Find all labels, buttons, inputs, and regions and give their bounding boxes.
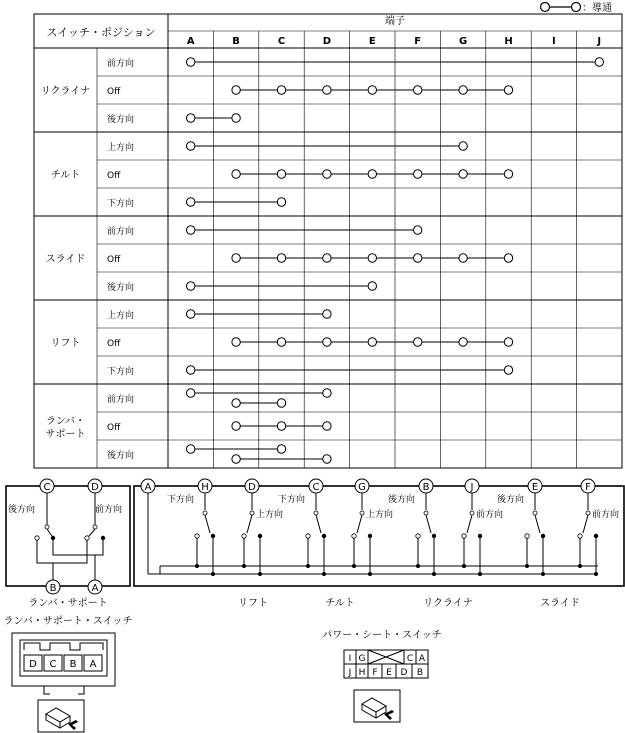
position-label: Off [107,255,121,265]
switch-contact [432,534,436,538]
terminal-header-h: H [504,36,513,47]
terminal-label: B [422,482,430,493]
continuity-table [34,14,622,468]
wire [53,540,103,555]
position-label: 前方向 [107,395,135,405]
switch-contact [35,536,39,540]
switch-contact [306,534,310,538]
switch-pivot [470,511,474,515]
terminal-header-b: B [232,36,240,47]
wire-junction [242,564,246,568]
switch-contact [258,534,262,538]
switch-contact [416,534,420,538]
connector-pin-label: J [348,668,352,678]
continuity-dot [187,366,195,374]
continuity-dot [414,338,422,346]
position-label: Off [107,171,121,181]
switch-pivot [533,511,537,515]
continuity-dot [414,254,422,262]
switch-pivot [93,525,97,529]
connector-tab [78,686,84,694]
continuity-dot [232,338,240,346]
position-label: 上方向 [107,311,135,321]
switch-contact [478,534,482,538]
wire-junction [352,564,356,568]
connector-pin-label: F [372,668,378,678]
continuity-dot [323,254,331,262]
wire-junction [432,572,436,576]
switch-contact [51,536,55,540]
connector-pin-label: A [89,659,97,670]
lumbar-connector-view-icon-shape [46,708,70,728]
continuity-dot [277,338,285,346]
switch-contact [578,534,582,538]
continuity-dot [187,58,195,66]
header-switch-position: スイッチ・ポジション [46,26,156,39]
direction-label: 前方向 [592,510,620,520]
continuity-dot [187,445,195,453]
connector-pin-label: B [69,659,77,670]
terminal-header-j: J [597,36,602,47]
terminal-label: D [91,482,99,493]
continuity-dot [277,254,285,262]
connector-pin-label: D [29,659,37,670]
wire-junction [195,564,199,568]
position-label: Off [107,87,121,97]
continuity-dot [232,254,240,262]
group-name: チルト [50,170,81,181]
terminal-label: H [201,482,209,493]
switch-caption: チルト [325,598,355,609]
group-name: リクライナ [40,86,91,97]
continuity-dot [323,338,331,346]
switch-pivot [45,525,49,529]
continuity-dot [277,198,285,206]
terminal-header-f: F [414,36,422,47]
direction-label: 下方向 [167,495,195,505]
continuity-dot [277,422,285,430]
group-name: サポート [45,429,86,440]
switch-blade [247,515,252,533]
switch-pivot [586,511,590,515]
switch-contact [525,534,529,538]
group-name: ランバ・ [45,416,86,427]
lumbar-caption: ランバ・サポート [28,598,108,609]
connector-pin-label: H [358,668,366,678]
terminal-label: G [358,482,366,493]
continuity-dot [187,282,195,290]
wire-junction [525,564,529,568]
terminal-header-g: G [458,36,468,47]
direction-label: 下方向 [278,495,306,505]
continuity-dot [459,338,467,346]
continuity-dot [323,170,331,178]
continuity-dot [504,86,512,94]
switch-blade [583,515,588,533]
terminal-label: C [312,482,320,493]
direction-label: 後方向 [8,505,36,515]
terminal-label: A [91,583,99,594]
terminal-label: J [470,482,474,493]
continuity-dot [504,366,512,374]
switch-contact [195,534,199,538]
switch-blade [47,529,52,536]
continuity-dot [323,422,331,430]
connector-pin-label: C [406,654,414,664]
connector-tab [44,686,50,694]
connector-pin-label: G [358,654,366,664]
continuity-dot [504,254,512,262]
direction-label: 前方向 [95,505,123,515]
position-label: 前方向 [107,227,135,237]
power-connector-view-icon-shape [362,698,386,718]
connector-pin-label: B [416,668,424,678]
direction-label: 後方向 [388,495,416,505]
group-name: スライド [45,254,86,265]
position-label: 上方向 [107,143,135,153]
lumbar-switch-title: ランバ・サポート・スイッチ [3,616,133,627]
switch-pivot [250,511,254,515]
terminal-header-d: D [322,36,332,47]
direction-label: 前方向 [476,510,504,520]
connector-key [24,643,103,650]
continuity-dot [595,58,603,66]
wire-junction [594,572,598,576]
continuity-dot [187,310,195,318]
continuity-dot [187,114,195,122]
continuity-dot [323,86,331,94]
group-name: リフト [50,338,81,349]
continuity-dot [323,389,331,397]
continuity-dot [232,170,240,178]
terminal-label: F [585,482,591,493]
wire-junction [211,572,215,576]
switch-blade [357,515,362,533]
switch-pivot [424,511,428,515]
switch-contact [85,536,89,540]
connector-pin-label: E [386,668,392,678]
continuity-dot [232,86,240,94]
continuity-dot [414,170,422,178]
continuity-dot [504,338,512,346]
switch-contact [594,534,598,538]
terminal-label: B [49,583,57,594]
switch-circuit-diagram [6,479,624,609]
continuity-dot [232,455,240,463]
wire-junction [478,572,482,576]
position-label: Off [107,339,121,349]
continuity-dot [187,142,195,150]
switch-contact [211,534,215,538]
connector-pin-label: D [400,668,408,678]
wire-junction [541,572,545,576]
terminal-header-a: A [186,36,195,47]
legend-text: ：導通 [582,3,612,14]
continuity-dot [277,170,285,178]
continuity-dot [232,399,240,407]
position-label: 後方向 [107,451,135,461]
position-label: 前方向 [107,59,135,69]
switch-contact [101,536,105,540]
continuity-dot [459,254,467,262]
continuity-dot [232,422,240,430]
wire-junction [322,572,326,576]
switch-blade [467,515,472,533]
switch-contact [352,534,356,538]
continuity-dot [323,455,331,463]
switch-pivot [360,511,364,515]
continuity-dot [187,389,195,397]
connector-pin-label: C [49,659,57,670]
position-label: 後方向 [107,283,135,293]
continuity-dot [368,254,376,262]
switch-contact [541,534,545,538]
wire [37,540,87,563]
header-terminal: 端子 [385,16,405,27]
connector-pin-label: I [348,654,352,664]
switch-blade [89,529,95,536]
connector-pin-label: A [418,654,426,664]
continuity-dot [414,86,422,94]
continuity-dot [323,310,331,318]
terminal-header-e: E [368,36,376,47]
terminal-header-c: C [277,36,286,47]
switch-contact [242,534,246,538]
switch-contact [322,534,326,538]
continuity-dot [368,86,376,94]
connector-views [4,615,442,732]
wire-junction [368,572,372,576]
terminal-label: C [43,482,51,493]
continuity-dot [368,170,376,178]
terminal-label: E [531,482,539,493]
switch-blade [205,515,210,533]
continuity-dot [459,170,467,178]
position-label: 下方向 [107,199,135,209]
position-label: 下方向 [107,367,135,377]
continuity-dot [277,399,285,407]
wire-junction [578,564,582,568]
continuity-dot [277,445,285,453]
position-label: 後方向 [107,115,135,125]
direction-label: 上方向 [256,510,284,520]
direction-label: 上方向 [366,510,394,520]
wire-junction [306,564,310,568]
continuity-dot [277,86,285,94]
wire-junction [416,564,420,568]
continuity-dot [504,170,512,178]
position-label: Off [107,423,121,433]
wire-junction [462,564,466,568]
continuity-dot [368,338,376,346]
switch-caption: リフト [238,598,268,609]
switch-blade [535,515,540,533]
continuity-dot [187,226,195,234]
switch-caption: スライド [540,598,580,609]
switch-pivot [314,511,318,515]
switch-pivot [203,511,207,515]
switch-blade [316,515,321,533]
continuity-dot [414,226,422,234]
continuity-dot [368,282,376,290]
continuity-dot [459,86,467,94]
terminal-label: D [248,482,256,493]
legend [541,1,613,14]
wire-junction [258,572,262,576]
power-seat-switch-title: パワー・シート・スイッチ [322,630,442,641]
continuity-dot [187,198,195,206]
switch-blade [426,515,431,533]
lumbar-switch-box [6,486,130,586]
direction-label: 後方向 [497,495,525,505]
terminal-label: A [144,482,152,493]
switch-caption: リクライナ [423,598,473,609]
power-seat-switch-box [134,486,624,586]
continuity-dot [232,114,240,122]
continuity-dot [459,142,467,150]
switch-contact [462,534,466,538]
switch-contact [368,534,372,538]
terminal-header-i: I [552,36,556,47]
